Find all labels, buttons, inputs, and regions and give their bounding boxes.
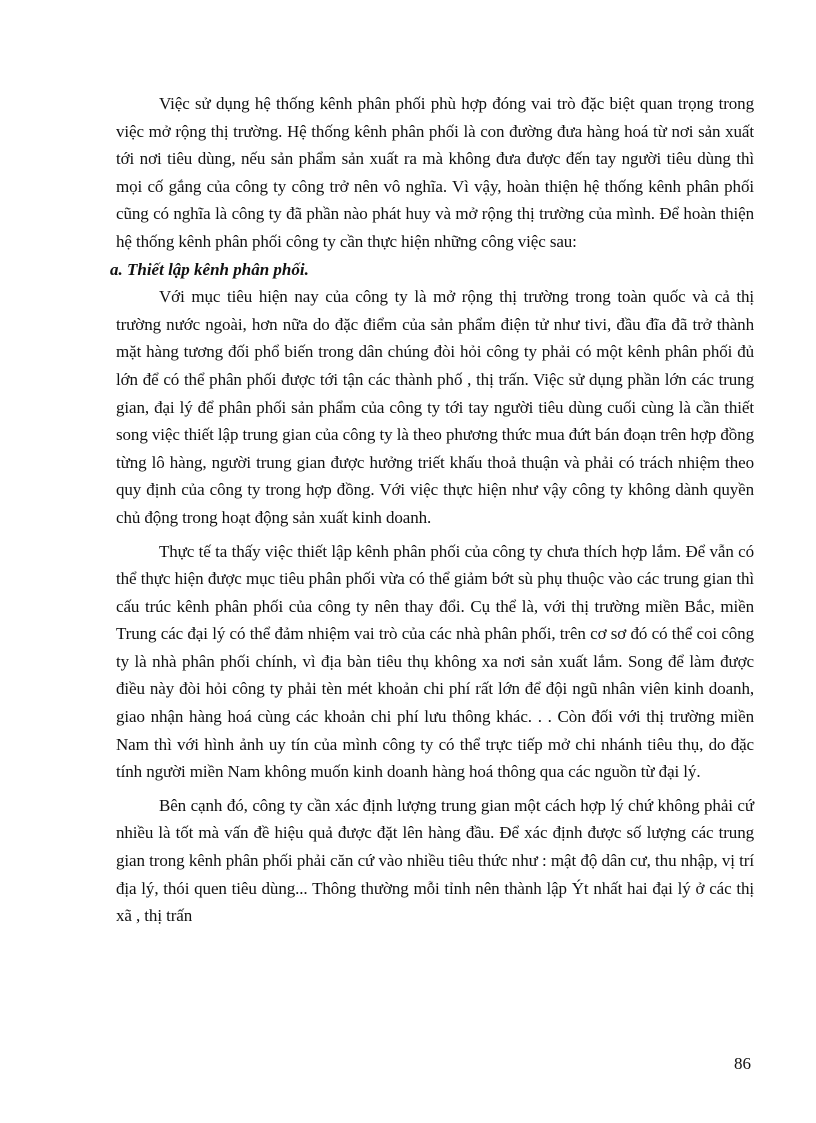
body-paragraph-2: Thực tế ta thấy việc thiết lập kênh phân phối của công ty chưa thích hợp lắm. Để vẫn có thể thực hiện được mục tiêu phân phối vừa có thể giảm bớt sù phụ thuộc vào các trung gian thì cấu trúc kênh phân phối của công ty nên thay đổi. Cụ thể là, với thị trường miền Bắc, miền Trung các đại lý có thể đảm nhiệm vai trò của các nhà phân phối, trên cơ sơ đó có thể coi công ty là nhà phân phối chính, vì địa bàn tiêu thụ không xa nơi sản xuất lắm. Song để làm được điều này đòi hỏi công ty phải tèn mét khoản chi phí rất lớn để đội ngũ nhân viên kinh doanh, giao nhận hàng hoá cùng các khoản chi phí lưu thông khác. . . Còn đối với thị trường miền Nam thì với hình ảnh uy tín của mình công ty có thể trực tiếp mở chi nhánh tiêu thụ, do đặc tính người miền Nam không muốn kinh doanh hàng hoá thông qua các nguồn từ đại lý. xyxy=(116,541,754,782)
body-paragraph-3: Bên cạnh đó, công ty cần xác định lượng trung gian một cách hợp lý chứ không phải cứ nhiều là tốt mà vấn đề hiệu quả được đặt lên hàng đầu. Để xác định được số lượng các trung gian trong kênh phân phối phải căn cứ vào nhiều tiêu thức như : mật độ dân cư, thu nhập, vị trí địa lý, thói quen tiêu dùng... Thông thường mỗi tỉnh nên thành lập Ýt nhất hai đại lý ở các thị xã , thị trấn xyxy=(116,795,754,926)
section-heading: a. Thiết lập kênh phân phối. xyxy=(110,259,309,279)
intro-paragraph: Việc sử dụng hệ thống kênh phân phối phù hợp đóng vai trò đặc biệt quan trọng trong việc mở rộng thị trường. Hệ thống kênh phân phối là con đường đưa hàng hoá từ nơi sản xuất tới nơi tiêu dùng, nếu sản phẩm sản xuất ra mà không đưa được đến tay người tiêu dùng thì mọi cố gắng của công ty công trở nên vô nghĩa. Vì vậy, hoàn thiện hệ thống kênh phân phối cũng có nghĩa là công ty đã phần nào phát huy và mở rộng thị trường của mình. Để hoàn thiện hệ thống kênh phân phối công ty cần thực hiện những công việc sau: xyxy=(116,94,754,251)
body-paragraph-1: Với mục tiêu hiện nay của công ty là mở rộng thị trường trong toàn quốc và cả thị trường nước ngoài, hơn nữa do đặc điểm của sản phẩm điện tử như tivi, đầu đĩa đã trở thành mặt hàng tương đối phổ biến trong dân chúng đòi hỏi công ty phải có một kênh phân phối đủ lớn để có thể phân phối được tới tận các thành phố , thị trấn. Việc sử dụng phần lớn các trung gian, đại lý để phân phối sản phẩm của công ty tới tay người tiêu dùng cuối cùng là cần thiết song việc thiết lập trung gian của công ty là theo phương thức mua đứt bán đoạn trên hợp đồng từng lô hàng, người trung gian được hưởng triết khấu thoả thuận và phải có trách nhiệm theo quy định của công ty trong hợp đồng. Với việc thực hiện như vậy công ty không dành quyền chủ động trong hoạt động sản xuất kinh doanh. xyxy=(116,287,754,527)
page-number: 86 xyxy=(734,1054,751,1073)
page-body xyxy=(110,90,754,930)
